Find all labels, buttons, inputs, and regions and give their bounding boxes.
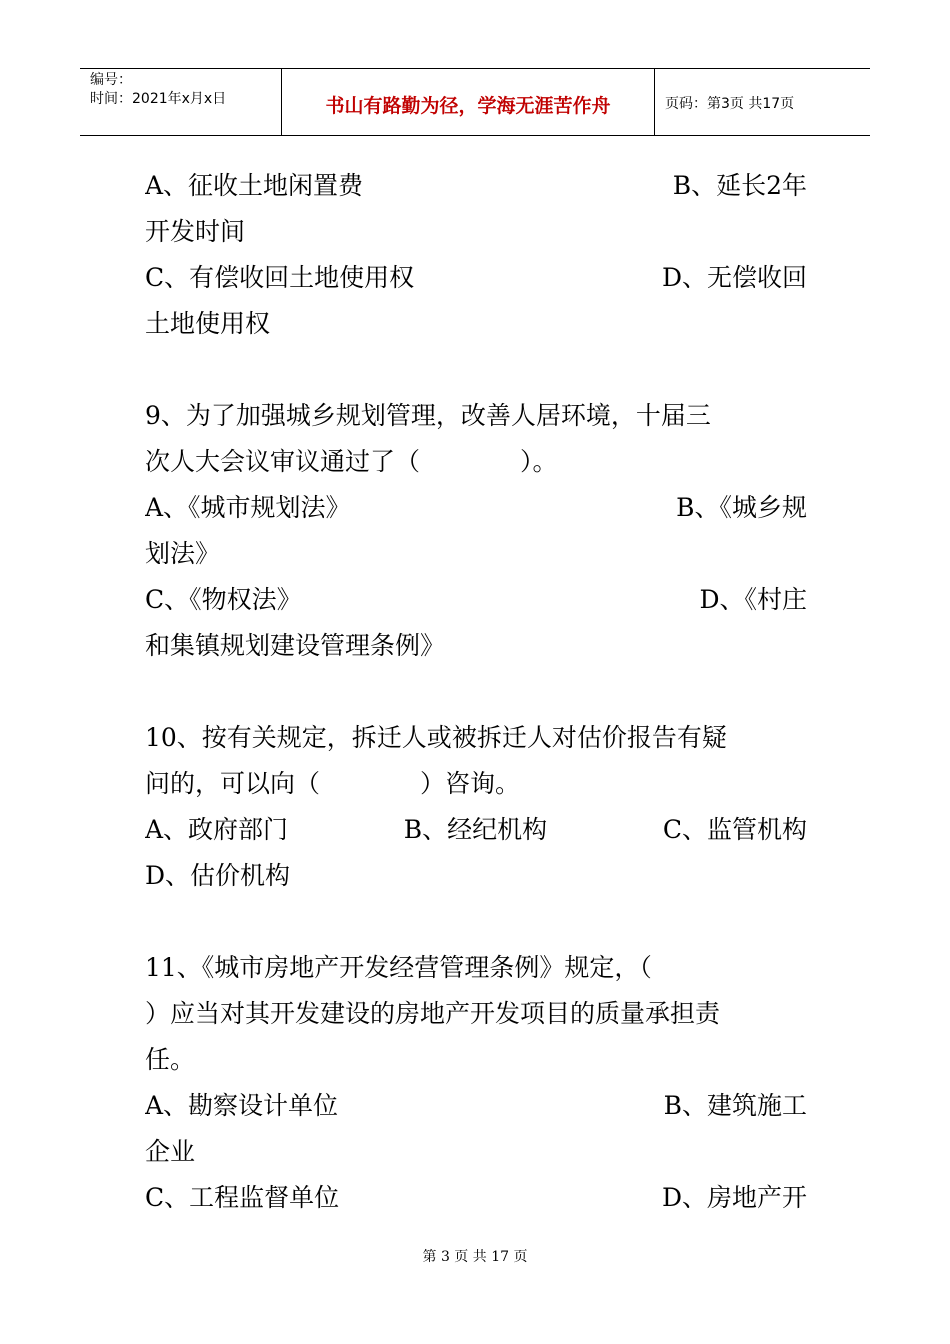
text-line: 9、为了加强城乡规划管理，改善人居环境，十届三 bbox=[145, 401, 711, 430]
option-left: A、勘察设计单位 bbox=[145, 1091, 339, 1120]
text-line: 划法》 bbox=[145, 539, 221, 568]
option-text: C、监管机构 bbox=[662, 815, 807, 844]
document-date: 时间：2021年x月x日 bbox=[90, 91, 227, 107]
text-line: D、估价机构 bbox=[145, 861, 291, 890]
page-footer: 第 3 页 共 17 页 bbox=[422, 1249, 528, 1265]
text-line: 任。 bbox=[145, 1045, 196, 1074]
option-line bbox=[145, 255, 807, 301]
text-line: 和集镇规划建设管理条例》 bbox=[145, 631, 446, 660]
page-header bbox=[80, 68, 870, 136]
option-left: C、工程监督单位 bbox=[145, 1183, 340, 1212]
option-left: A、《城市规划法》 bbox=[145, 493, 351, 522]
text-line: 开发时间 bbox=[145, 217, 246, 246]
paragraph-gap bbox=[145, 899, 807, 945]
option-left: C、有偿收回土地使用权 bbox=[145, 263, 415, 292]
option-left: A、征收土地闲置费 bbox=[145, 171, 364, 200]
option-line bbox=[145, 485, 807, 531]
text-line: 问的，可以向（ ）咨询。 bbox=[145, 769, 521, 798]
option-left: C、《物权法》 bbox=[145, 585, 302, 614]
text-line: 次人大会议审议通过了（ ）。 bbox=[145, 447, 558, 476]
paragraph-gap bbox=[145, 347, 807, 393]
option-line bbox=[145, 807, 807, 853]
header-meta bbox=[80, 69, 282, 135]
header-page-info: 页码：第3页 共17页 bbox=[665, 96, 795, 112]
option-right: D、无偿收回 bbox=[661, 263, 807, 292]
header-motto: 书山有路勤为径，学海无涯苦作舟 bbox=[282, 69, 655, 135]
document-number-label: 编号： bbox=[90, 72, 132, 88]
option-line bbox=[145, 577, 807, 623]
option-text: A、政府部门 bbox=[145, 815, 289, 844]
option-right: B、《城乡规 bbox=[676, 493, 807, 522]
option-right: B、建筑施工 bbox=[663, 1091, 807, 1120]
text-line: ）应当对其开发建设的房地产开发项目的质量承担责 bbox=[145, 999, 721, 1028]
option-text: B、经纪机构 bbox=[403, 815, 548, 844]
option-line bbox=[145, 163, 807, 209]
text-line: 10、按有关规定，拆迁人或被拆迁人对估价报告有疑 bbox=[145, 723, 727, 752]
text-line: 企业 bbox=[145, 1137, 196, 1166]
paragraph-gap bbox=[145, 669, 807, 715]
option-right: B、延长2年 bbox=[672, 171, 807, 200]
option-line bbox=[145, 1083, 807, 1129]
option-right: D、房地产开 bbox=[661, 1183, 807, 1212]
document-body bbox=[145, 163, 807, 1221]
option-right: D、《村庄 bbox=[699, 585, 807, 614]
text-line: 土地使用权 bbox=[145, 309, 271, 338]
text-line: 11、《城市房地产开发经营管理条例》规定，（ bbox=[145, 953, 652, 982]
option-line bbox=[145, 1175, 807, 1221]
